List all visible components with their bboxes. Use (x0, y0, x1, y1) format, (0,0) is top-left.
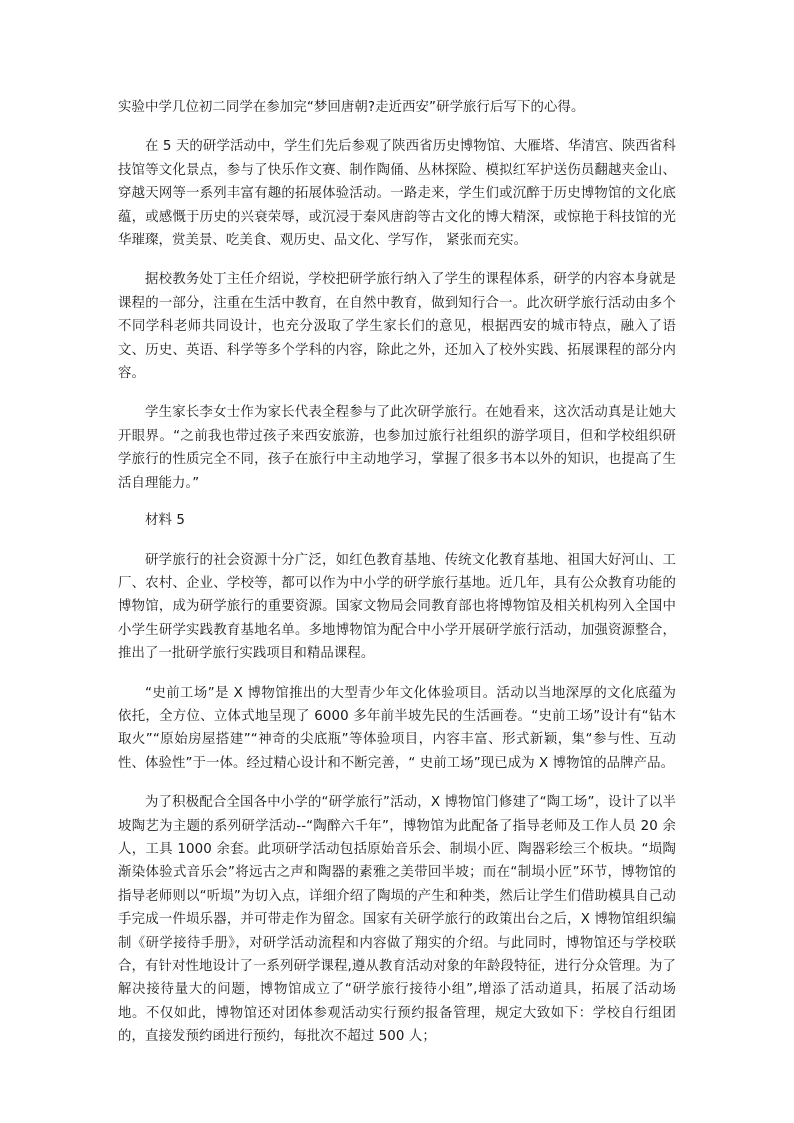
paragraph-parent-view: 学生家长李女士作为家长代表全程参与了此次研学旅行。在她看来，这次活动真是让她大开眼界。“之前我也带过孩子来西安旅游，也参加过旅行社组织的游学项目，但和学校组织研学旅行的性质完全不同，孩子在旅行中主动地学习，掌握了很多书本以外的知识，也提高了生活自理能力。” (118, 405, 676, 491)
paragraph-pottery-workshop: 为了积极配合全国各中小学的“研学旅行”活动，X 博物馆门修建了“陶工场”，设计了以半坡陶艺为主题的系列研学活动--“陶醉六千年”，博物馆为此配备了指导老师及工作人员 20 余人，工具 1000 余套。此项研学活动包括原始音乐会、制埙小匠、陶器彩绘三个板块。“埙陶渐染体验式音乐会”将远古之声和陶器的素雅之美带回半坡；而在“制埙小匠”环节，博物馆的指导老师则以“听埙”为切入点，详细介绍了陶埙的产生和种类，然后让学生们借助模具自己动手完成一件埙乐器，并可带走作为留念。国家有关研学旅行的政策出台之后，X 博物馆组织编制《研学接待手册》，对研学活动流程和内容做了翔实的介绍。与此同时，博物馆还与学校联合，有针对性地设计了一系列研学课程,遵从教育活动对象的年龄段特征，进行分众管理。为了解决接待量大的问题，博物馆成立了“研学旅行接待小组”,增添了活动道具，拓展了活动场地。不仅如此，博物馆还对团体参观活动实行预约报备管理，规定大致如下：学校自行组团的，直接发预约函进行预约，每批次不超过 500 人； (118, 795, 676, 1045)
paragraph-activities: 在 5 天的研学活动中，学生们先后参观了陕西省历史博物馆、大雁塔、华清宫、陕西省科技馆等文化景点，参与了快乐作文赛、制作陶俑、丛林探险、模拟红军护送伤员翻越夹金山、穿越天网等一系列丰富有趣的拓展体验活动。一路走来，学生们或沉醉于历史博物馆的文化底蕴，或感慨于历史的兴衰荣辱，或沉浸于秦风唐韵等古文化的博大精深，或惊艳于科技馆的光华璀璨，赏美景、吃美食、观历史、品文化、学写作， 紧张而充实。 (118, 139, 676, 249)
section-heading-material-5: 材料 5 (145, 513, 185, 529)
paragraph-resources: 研学旅行的社会资源十分广泛，如红色教育基地、传统文化教育基地、祖国大好河山、工厂、农村、企业、学校等，都可以作为中小学的研学旅行基地。近几年，具有公众教育功能的博物馆，成为研学旅行的重要资源。国家文物局会同教育部也将博物馆及相关机构列入全国中小学生研学实践教育基地名单。多地博物馆为配合中小学开展研学旅行活动，加强资源整合，推出了一批研学旅行实践项目和精品课程。 (118, 552, 676, 662)
paragraph-prehistoric-workshop: “史前工场”是 X 博物馆推出的大型青少年文化体验项目。活动以当地深厚的文化底蕴为依托，全方位、立体式地呈现了 6000 多年前半坡先民的生活画卷。“史前工场”设计有“钻木取火”“原始房屋搭建”“神奇的尖底瓶”等体验项目，内容丰富、形式新颖，集“参与性、互动性、体验性”于一体。经过精心设计和不断完善，“ 史前工场”现已成为 X 博物馆的品牌产品。 (118, 685, 676, 771)
document-page (118, 96, 676, 1049)
paragraph-curriculum: 据校教务处丁主任介绍说，学校把研学旅行纳入了学生的课程体系，研学的内容本身就是课程的一部分，注重在生活中教育，在自然中教育，做到知行合一。此次研学旅行活动由多个不同学科老师共同设计，也充分汲取了学生家长们的意见，根据西安的城市特点，融入了语文、历史、英语、科学等多个学科的内容，除此之外，还加入了校外实践、拓展课程的部分内容。 (118, 272, 676, 382)
paragraph-intro: 实验中学几位初二同学在参加完“梦回唐朝?走近西安”研学旅行后写下的心得。 (118, 100, 585, 115)
